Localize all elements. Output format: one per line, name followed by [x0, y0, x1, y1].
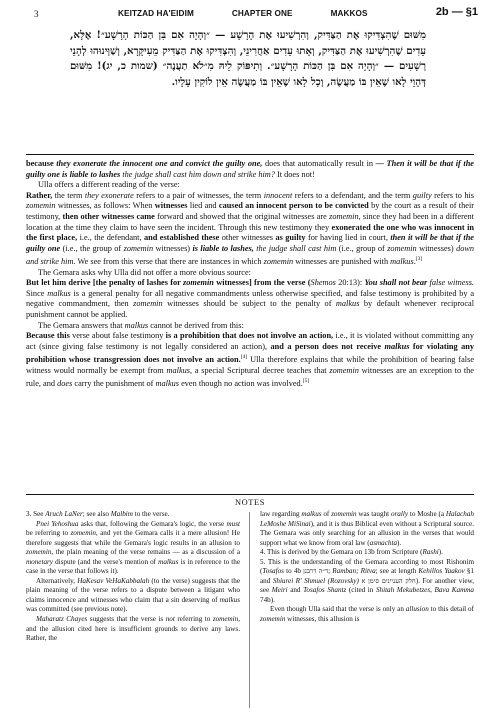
footnote-ref-4: [4] — [240, 354, 248, 361]
note-5-continued: Even though Ulla said that the verse is only an allusion to this detail of zomemin witnesses, this allusion is — [260, 605, 474, 624]
paragraph-ulla-offers: Ulla offers a different reading of the verse: — [38, 180, 180, 190]
book-title: KEITZAD HA'EIDIM — [118, 9, 194, 18]
section-divider — [26, 154, 474, 155]
notes-divider — [26, 494, 474, 495]
notes-left-column — [26, 510, 240, 644]
note-3-pnei-yehoshua: Pnei Yehoshua asks that, following the Gemara's logic, the verse must be referring to zomemin, and yet the Gemara calls it a mere allusion! He therefore suggests that while the Gemara's logic results in an allusion to zomemin, the plain meaning of the verse remains — as a discussion of a monetary dispute (and the verse's mention of malkus is in reference to the case in the verse that follows it). — [26, 519, 240, 576]
paragraph-but-let-him: But let him derive [the penalty of lashes for zomemin witnesses] from the verse (Shemos 20:13): You shall not bear false witness. Since malkus is a general penalty for all negative commandments unless otherwise specified, and false testimony is prohibited by a negative commandment, then zomemin witnesses should be subject to the penalty of malkus by default whenever reciprocal punishment cannot be applied. — [26, 278, 475, 320]
running-title — [118, 9, 406, 18]
daf-reference: 2b — §1 — [435, 6, 478, 18]
running-header — [22, 6, 478, 20]
note-4: 4. This is derived by the Gemara on 13b from Scripture (Rashi). — [260, 548, 443, 557]
notes-right-column — [260, 510, 474, 625]
notes-column-divider — [249, 512, 250, 708]
hebrew-gemara-text: מִשּׁוּם שֶׁהִצְדִּיקוּ אֶת הַצַּדִּיק, וְהִרְשִׁיעוּ אֶת הָרָשָׁע — ״וְהָיָה אִם בִּן הַכּוֹת הָרָשָׁע״! אֶלָּא, עֵדִים שֶׁהִרְשִׁיעוּ אֶת הַצַּדִּיק, וְאָתוּ עֵדִים אַחֲרִינֵי, וְהִצְדִּיקוּ אֶת הַצַּדִּיק מֵעִיקָּרָא, וְשַׁוְּינוּהוּ לְהָנֵי רְשָׁעִים — ״וְהָיָה אִם בִּן הַכּוֹת הָרָשָׁע״. וְתִיפּוֹק לֵיהּ מִ״לֹא תַעֲנֶה״ (שמות כ, יג)! מִשּׁוּם דְּהָוֵי לָאו שֶׁאֵין בּוֹ מַעֲשֶׂה, וְכָל לָאו שֶׁאֵין בּוֹ מַעֲשֶׂה אֵין לוֹקִין עָלָיו. — [70, 29, 426, 88]
note-3-maharatz: Maharatz Chayes suggests that the verse is not referring to zomemin, and the allusion cited here is insufficient grounds to derive any laws. Rather, the — [26, 615, 241, 643]
paragraph-because: because they exonerate the innocent one and convict the guilty one, does that automatically result in — Then it will be that if the guilty one is liable to lashes the judge shall cast him down and strike him? It does not! — [26, 159, 474, 179]
tractate-title: MAKKOS — [330, 9, 368, 18]
note-3: 3. See Aruch LaNer; see also Malbim to the verse. — [26, 510, 170, 518]
note-5: 5. This is the understanding of the Gemara according to most Rishonim (Tosafos to 4b ד״ה דרבנן; Ramban; Ritva; see at length Kehillos Yaakov §1 and Shiurei R' Shmuel (Rozovsky) חלק העניינים סימן א). For another view, see Meiri and Tosafos Shantz (cited in Shitah Mekubetzes, Bava Kamma 74b). — [260, 557, 474, 604]
paragraph-rather: Rather, the term they exonerate refers to a pair of witnesses, the term innocent refers to a defendant, and the term guilty refers to his zomemin witnesses, as follows: When witnesses lied and caused an innocent person to be convicted by the court as a result of their testimony, then other witnesses came forward and showed that the original witnesses are zomemin, since they had been in a different location at the time they claim to have seen the incident. Through this new testimony they exonerated the one who was innocent in the first place, i.e., the defendant, and established these other witnesses as guilty for having lied in court, then it will be that if the guilty one (i.e., the group of zomemin witnesses) is liable to lashes, the judge shall cast him (i.e., group of zomemin witnesses) down and strike him. We see from this verse that there are instances in which zomemin witnesses are punished with malkus.[3] — [26, 190, 475, 267]
paragraph-because-this: Because this verse about false testimony is a prohibition that does not involve an action, i.e., it is violated without committing any act (since giving false testimony is not legally considered an action), and a person does not receive malkus for violating any prohibition whose transgression does not involve an action.[4] Ulla therefore explains that while the prohibition of bearing false witness would normally be exempt from malkus, a special Scriptural decree teaches that zomemin witnesses are an exception to the rule, and does carry the punishment of malkus even though no action was involved.[5] — [26, 331, 475, 389]
footnote-ref-3: [3] — [415, 256, 423, 263]
notes-heading: NOTES — [235, 498, 265, 507]
note-3-continued: law regarding malkus of zomemin was taught orally to Moshe (a Halachah LeMoshe MiSinai), and it is thus Biblical even without a Scriptural source. The Gemara was only searching for an allusion in the verses that would support what we know from oral law (asmachta). — [260, 510, 474, 547]
paragraph-gemara-answers: The Gemara answers that malkus cannot be derived from this: — [38, 320, 244, 330]
page-number: 3 — [34, 9, 39, 19]
footnote-ref-5: [5] — [302, 378, 310, 385]
translation-text — [26, 159, 474, 390]
paragraph-gemara-asks: The Gemara asks why Ulla did not offer a more obvious source: — [38, 267, 251, 277]
note-3-hakesav: Alternatively, HaKesav VeHaKabbalah (to the verse) suggests that the plain meaning of the verse refers to a dispute between a litigant who claims innocence and witnesses who claim that a sin deserving of malkus was committed (see previous note). — [26, 576, 240, 614]
chapter-title: CHAPTER ONE — [231, 9, 293, 18]
